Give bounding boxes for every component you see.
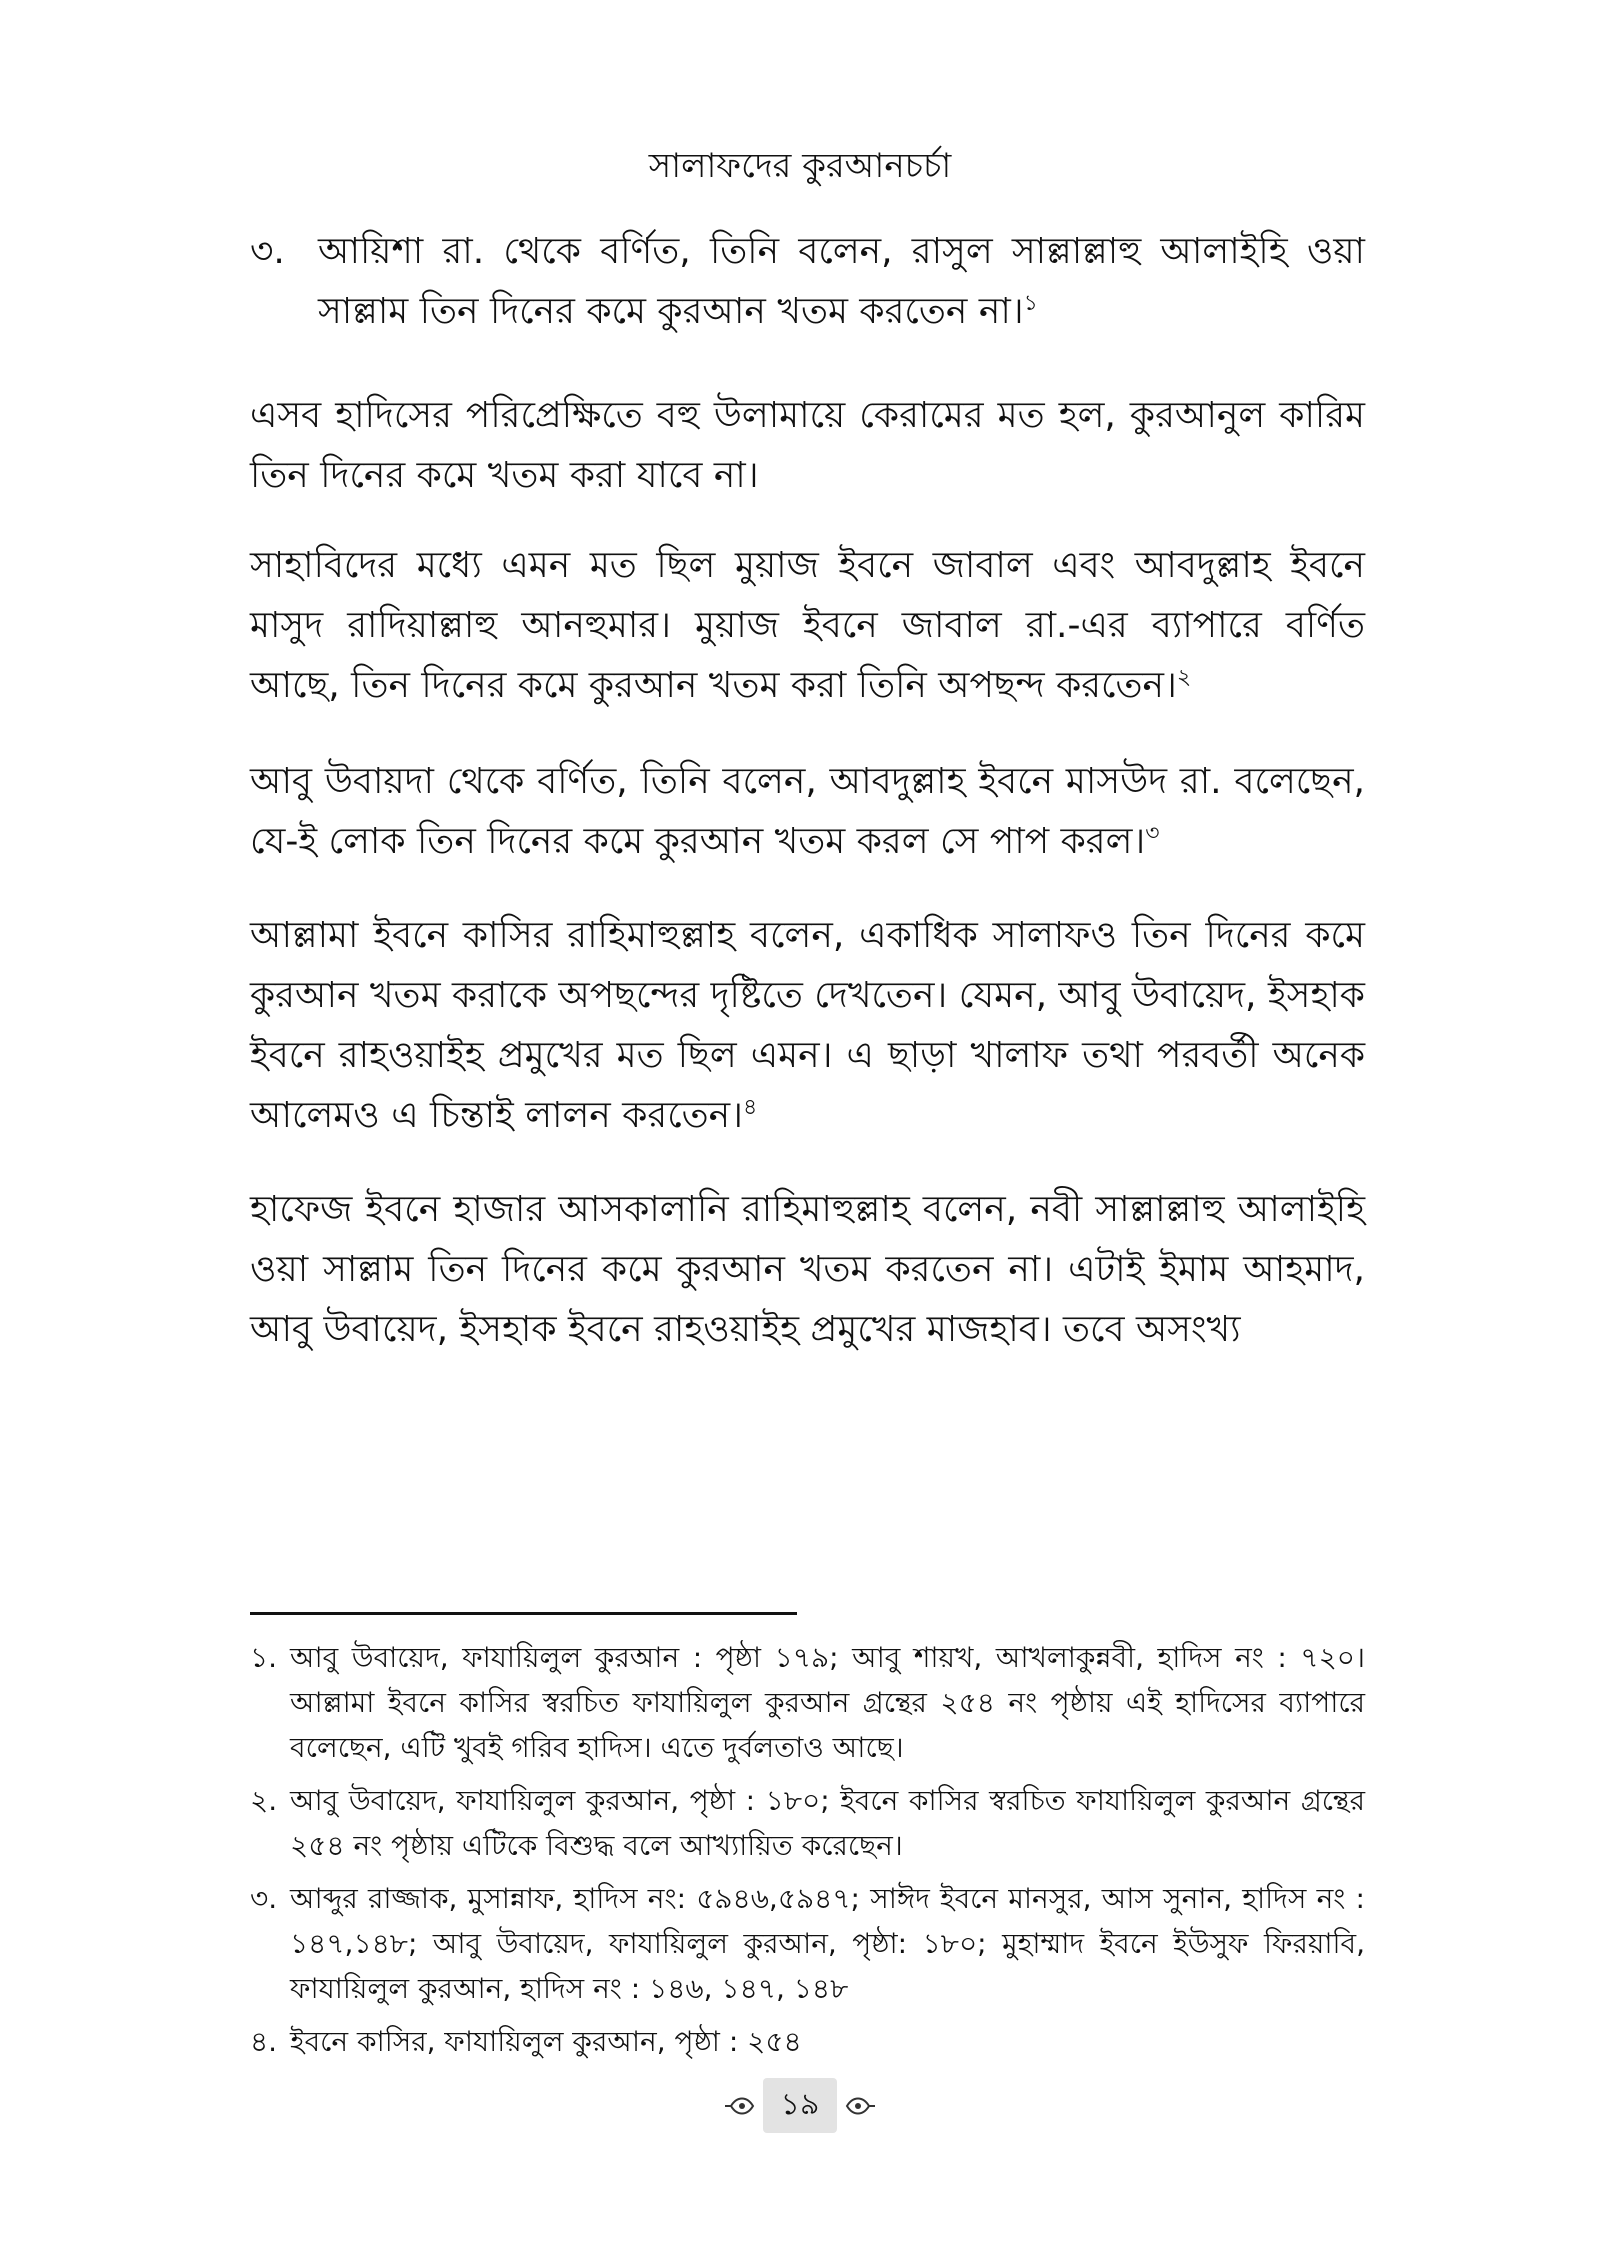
paragraph: আবু উবায়দা থেকে বর্ণিত, তিনি বলেন, আবদুল্লাহ ইবনে মাসউদ রা. বলেছেন, যে-ই লোক তিন দিনের কমে কুরআন খতম করল সে পাপ করল।$^৩$ — [250, 761, 1365, 862]
footnote: ৩. আব্দুর রাজ্জাক, মুসান্নাফ, হাদিস নং: ৫৯৪৬,৫৯৪৭; সাঈদ ইবনে মানসুর, আস সুনান, হাদিস নং : ১৪৭,১৪৮; আবু উবায়েদ, ফাযায়িলুল কুরআন, পৃষ্ঠা: ১৮০; মুহাম্মাদ ইবনে ইউসুফ ফিরয়াবি, ফাযায়িলুল কুরআন, হাদিস নং : ১৪৬, ১৪৭, ১৪৮ — [250, 1882, 1365, 2005]
footnote-ref: ৪ — [743, 1095, 758, 1120]
left-ornament-icon — [723, 2092, 755, 2120]
paragraph: সাহাবিদের মধ্যে এমন মত ছিল মুয়াজ ইবনে জাবাল এবং আবদুল্লাহ ইবনে মাসুদ রাদিয়াল্লাহু আনহুমার। মুয়াজ ইবনে জাবাল রা.-এর ব্যাপারে বর্ণিত আছে, তিন দিনের কমে কুরআন খতম করা তিনি অপছন্দ করতেন।$^২$ — [250, 545, 1365, 706]
footnote-ref: ২ — [1176, 665, 1192, 690]
footnote: ২. আবু উবায়েদ, ফাযায়িলুল কুরআন, পৃষ্ঠা : ১৮০; ইবনে কাসির স্বরচিত ফাযায়িলুল কুরআন গ্রন্থের ২৫৪ নং পৃষ্ঠায় এটিকে বিশুদ্ধ বলে আখ্যায়িত করেছেন। — [250, 1784, 1365, 1862]
paragraph: হাফেজ ইবনে হাজার আসকালানি রাহিমাহুল্লাহ বলেন, নবী সাল্লাল্লাহু আলাইহি ওয়া সাল্লাম তিন দিনের কমে কুরআন খতম করতেন না। এটাই ইমাম আহমাদ, আবু উবায়েদ, ইসহাক ইবনে রাহওয়াইহ প্রমুখের মাজহাব। তবে অসংখ্য — [250, 1189, 1365, 1350]
paragraph: আল্লামা ইবনে কাসির রাহিমাহুল্লাহ বলেন, একাধিক সালাফও তিন দিনের কমে কুরআন খতম করাকে অপছন্দের দৃষ্টিতে দেখতেন। যেমন, আবু উবায়েদ, ইসহাক ইবনে রাহওয়াইহ প্রমুখের মত ছিল এমন। এ ছাড়া খালাফ তথা পরবর্তী অনেক আলেমও এ চিন্তাই লালন করতেন।$^৪$ — [250, 915, 1366, 1136]
right-ornament-icon — [845, 2092, 877, 2120]
paragraph: এসব হাদিসের পরিপ্রেক্ষিতে বহু উলামায়ে কেরামের মত হল, কুরআনুল কারিম তিন দিনের কমে খতম করা যাবে না। — [250, 395, 1365, 496]
footnotes — [250, 1635, 1365, 2072]
item-number: ৩. — [250, 231, 285, 272]
page-number: ১৯ — [763, 2078, 838, 2133]
footnote-ref: ৩ — [1145, 821, 1160, 846]
footnote: ৪. ইবনে কাসির, ফাযায়িলুল কুরআন, পৃষ্ঠা : ২৫৪ — [250, 2025, 802, 2058]
numbered-item — [250, 222, 1365, 342]
page-number-ornament — [0, 2078, 1600, 2133]
footnote-divider — [250, 1612, 797, 1615]
footnote-ref: ১ — [1023, 291, 1038, 316]
running-header: সালাফদের কুরআনচর্চা — [648, 146, 952, 186]
item-text: আয়িশা রা. থেকে বর্ণিত, তিনি বলেন, রাসুল সাল্লাল্লাহু আলাইহি ওয়া সাল্লাম তিন দিনের কমে কুরআন খতম করতেন না।$^১$ — [318, 231, 1365, 332]
footnote: ১. আবু উবায়েদ, ফাযায়িলুল কুরআন : পৃষ্ঠা ১৭৯; আবু শায়খ, আখলাকুন্নবী, হাদিস নং : ৭২০। আল্লামা ইবনে কাসির স্বরচিত ফাযায়িলুল কুরআন গ্রন্থের ২৫৪ নং পৃষ্ঠায় এই হাদিসের ব্যাপারে বলেছেন, এটি খুবই গরিব হাদিস। এতে দুর্বলতাও আছে। — [250, 1641, 1365, 1764]
